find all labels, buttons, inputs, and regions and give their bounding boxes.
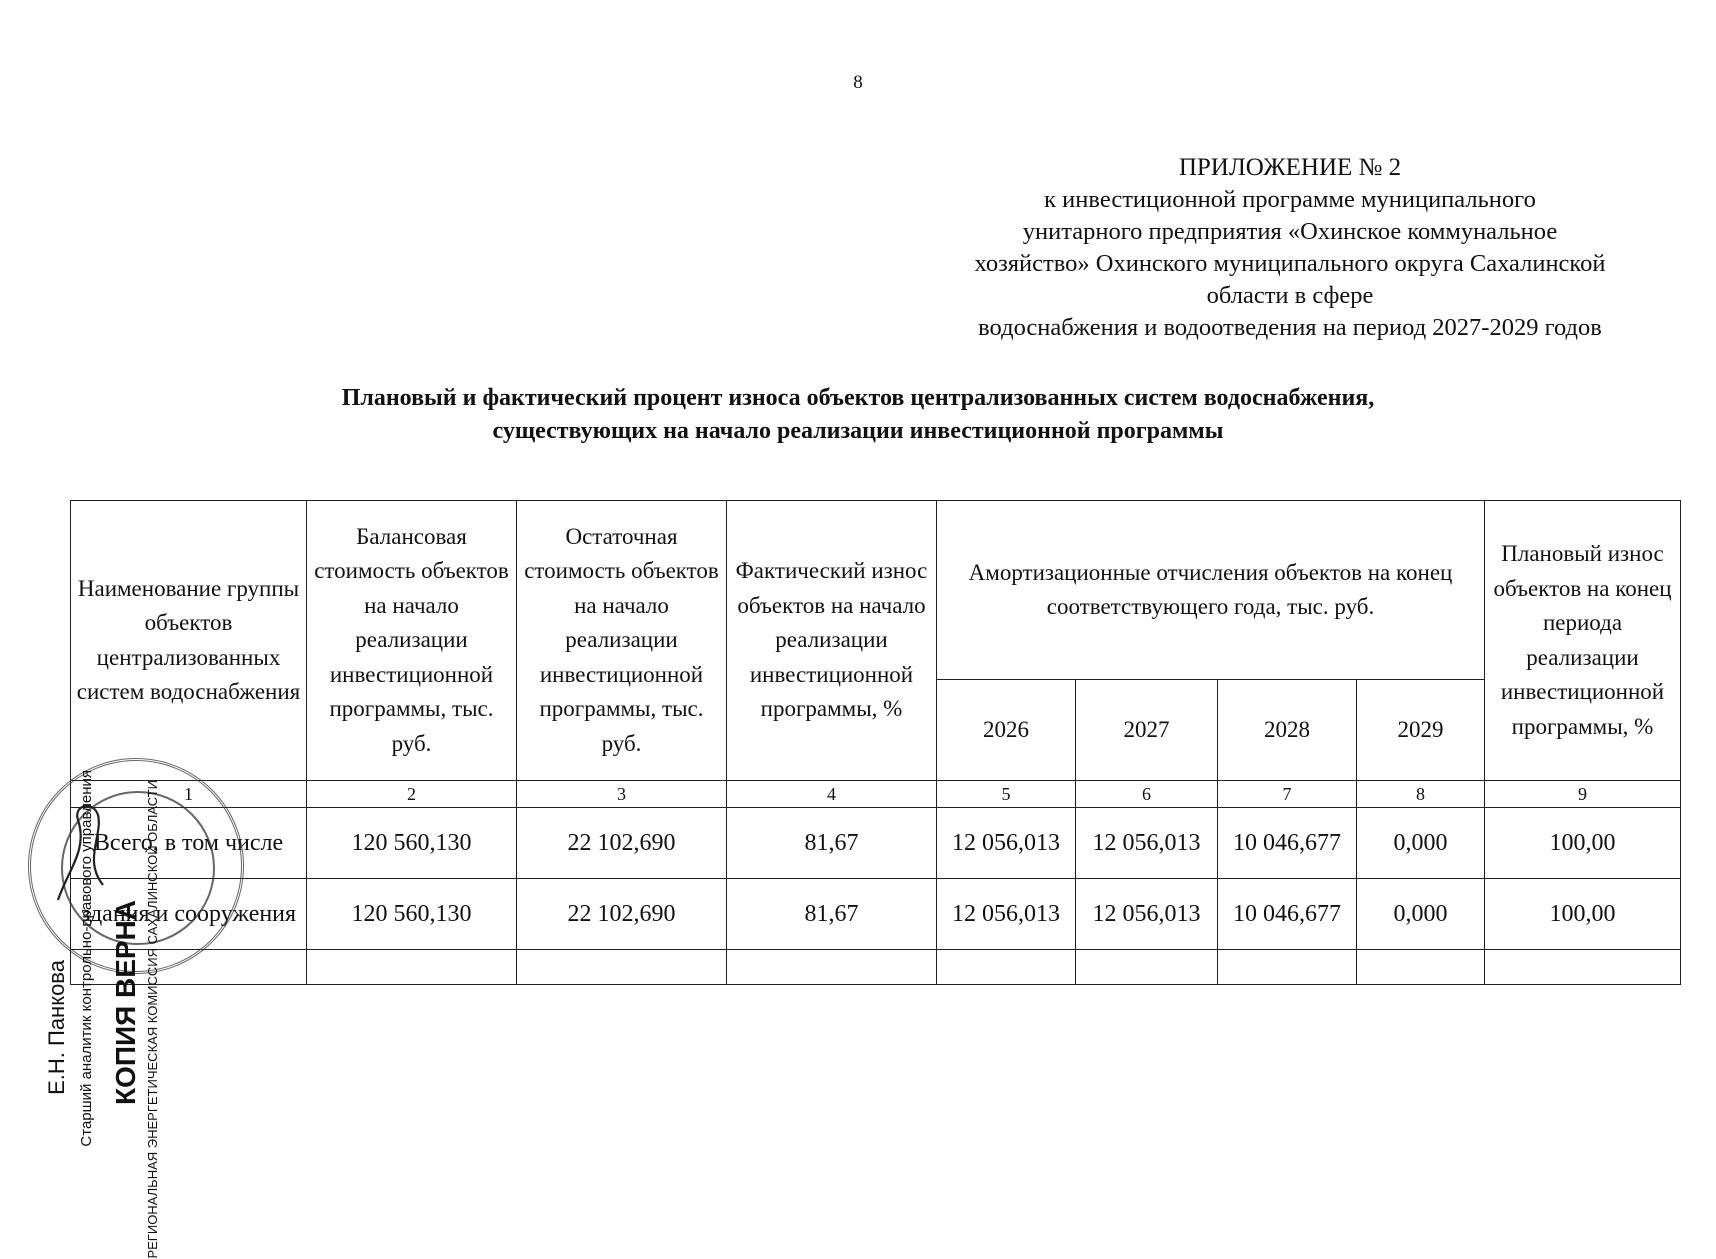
column-number: 1 [71,781,307,808]
cell-balance: 120 560,130 [307,879,517,950]
header-residual: Остаточная стоимость объектов на начало реализации инвестиционной программы, тыс. руб. [517,501,727,781]
appendix-line: унитарного предприятия «Охинское коммунальное [1022,218,1558,245]
empty-cell [937,950,1076,985]
row-name: Всего, в том числе [71,808,307,879]
cell-planned-wear: 100,00 [1485,808,1681,879]
column-number: 4 [727,781,937,808]
wear-table [70,500,1681,985]
header-planned-wear: Плановый износ объектов на конец периода реализации инвестиционной программы, % [1485,501,1681,781]
header-balance: Балансовая стоимость объектов на начало реализации инвестиционной программы, тыс. руб. [307,501,517,781]
empty-cell [1357,950,1485,985]
column-number: 7 [1218,781,1357,808]
cell-2029: 0,000 [1357,808,1485,879]
header-row [71,501,1681,680]
row-name: здания и сооружения [71,879,307,950]
column-number-row [71,781,1681,808]
column-number: 5 [937,781,1076,808]
cell-residual: 22 102,690 [517,808,727,879]
page-number: 8 [853,72,863,93]
header-year: 2027 [1076,680,1218,781]
appendix-line: области в сфере [1206,282,1374,309]
header-year: 2029 [1357,680,1485,781]
empty-cell [307,950,517,985]
cell-actual-wear: 81,67 [727,879,937,950]
column-number: 6 [1076,781,1218,808]
empty-cell [727,950,937,985]
cell-residual: 22 102,690 [517,879,727,950]
cell-planned-wear: 100,00 [1485,879,1681,950]
empty-cell [1485,950,1681,985]
appendix-line: к инвестиционной программе муниципального [1044,186,1536,213]
header-year: 2028 [1218,680,1357,781]
table-row [71,879,1681,950]
empty-cell [517,950,727,985]
cell-2026: 12 056,013 [937,879,1076,950]
document-title-line: Плановый и фактический процент износа объектов централизованных систем водоснабжения, [341,385,1375,411]
header-actual-wear: Фактический износ объектов на начало реализации инвестиционной программы, % [727,501,937,781]
certifier-name: Е.Н. Панкова [44,960,69,1095]
header-amortization: Амортизационные отчисления объектов на конец соответствующего года, тыс. руб. [937,501,1485,680]
appendix-line: водоснабжения и водоотведения на период 2027-2029 годов [978,314,1602,341]
cell-2026: 12 056,013 [937,808,1076,879]
cell-2028: 10 046,677 [1218,808,1357,879]
column-number: 9 [1485,781,1681,808]
commission-name: РЕГИОНАЛЬНАЯ ЭНЕРГЕТИЧЕСКАЯ КОМИССИЯ САХАЛИНСКОЙ ОБЛАСТИ [145,780,160,1259]
copy-verified-label: КОПИЯ ВЕРНА [110,900,141,1106]
cell-balance: 120 560,130 [307,808,517,879]
empty-row [71,950,1681,985]
header-year: 2026 [937,680,1076,781]
document-title [0,382,1716,448]
appendix-line: хозяйство» Охинского муниципального округа Сахалинской [974,250,1606,277]
cell-2029: 0,000 [1357,879,1485,950]
cell-2028: 10 046,677 [1218,879,1357,950]
appendix-title: ПРИЛОЖЕНИЕ № 2 [1178,154,1402,181]
certifier-role: Старший аналитик контрольно-правового управления [78,770,95,1147]
cell-2027: 12 056,013 [1076,808,1218,879]
cell-actual-wear: 81,67 [727,808,937,879]
header-name: Наименование группы объектов централизованных систем водоснабжения [71,501,307,781]
empty-cell [1218,950,1357,985]
appendix-block [910,152,1670,344]
column-number: 3 [517,781,727,808]
column-number: 2 [307,781,517,808]
empty-cell [1076,950,1218,985]
table-row [71,808,1681,879]
column-number: 8 [1357,781,1485,808]
document-title-line: существующих на начало реализации инвестиционной программы [492,418,1224,444]
cell-2027: 12 056,013 [1076,879,1218,950]
